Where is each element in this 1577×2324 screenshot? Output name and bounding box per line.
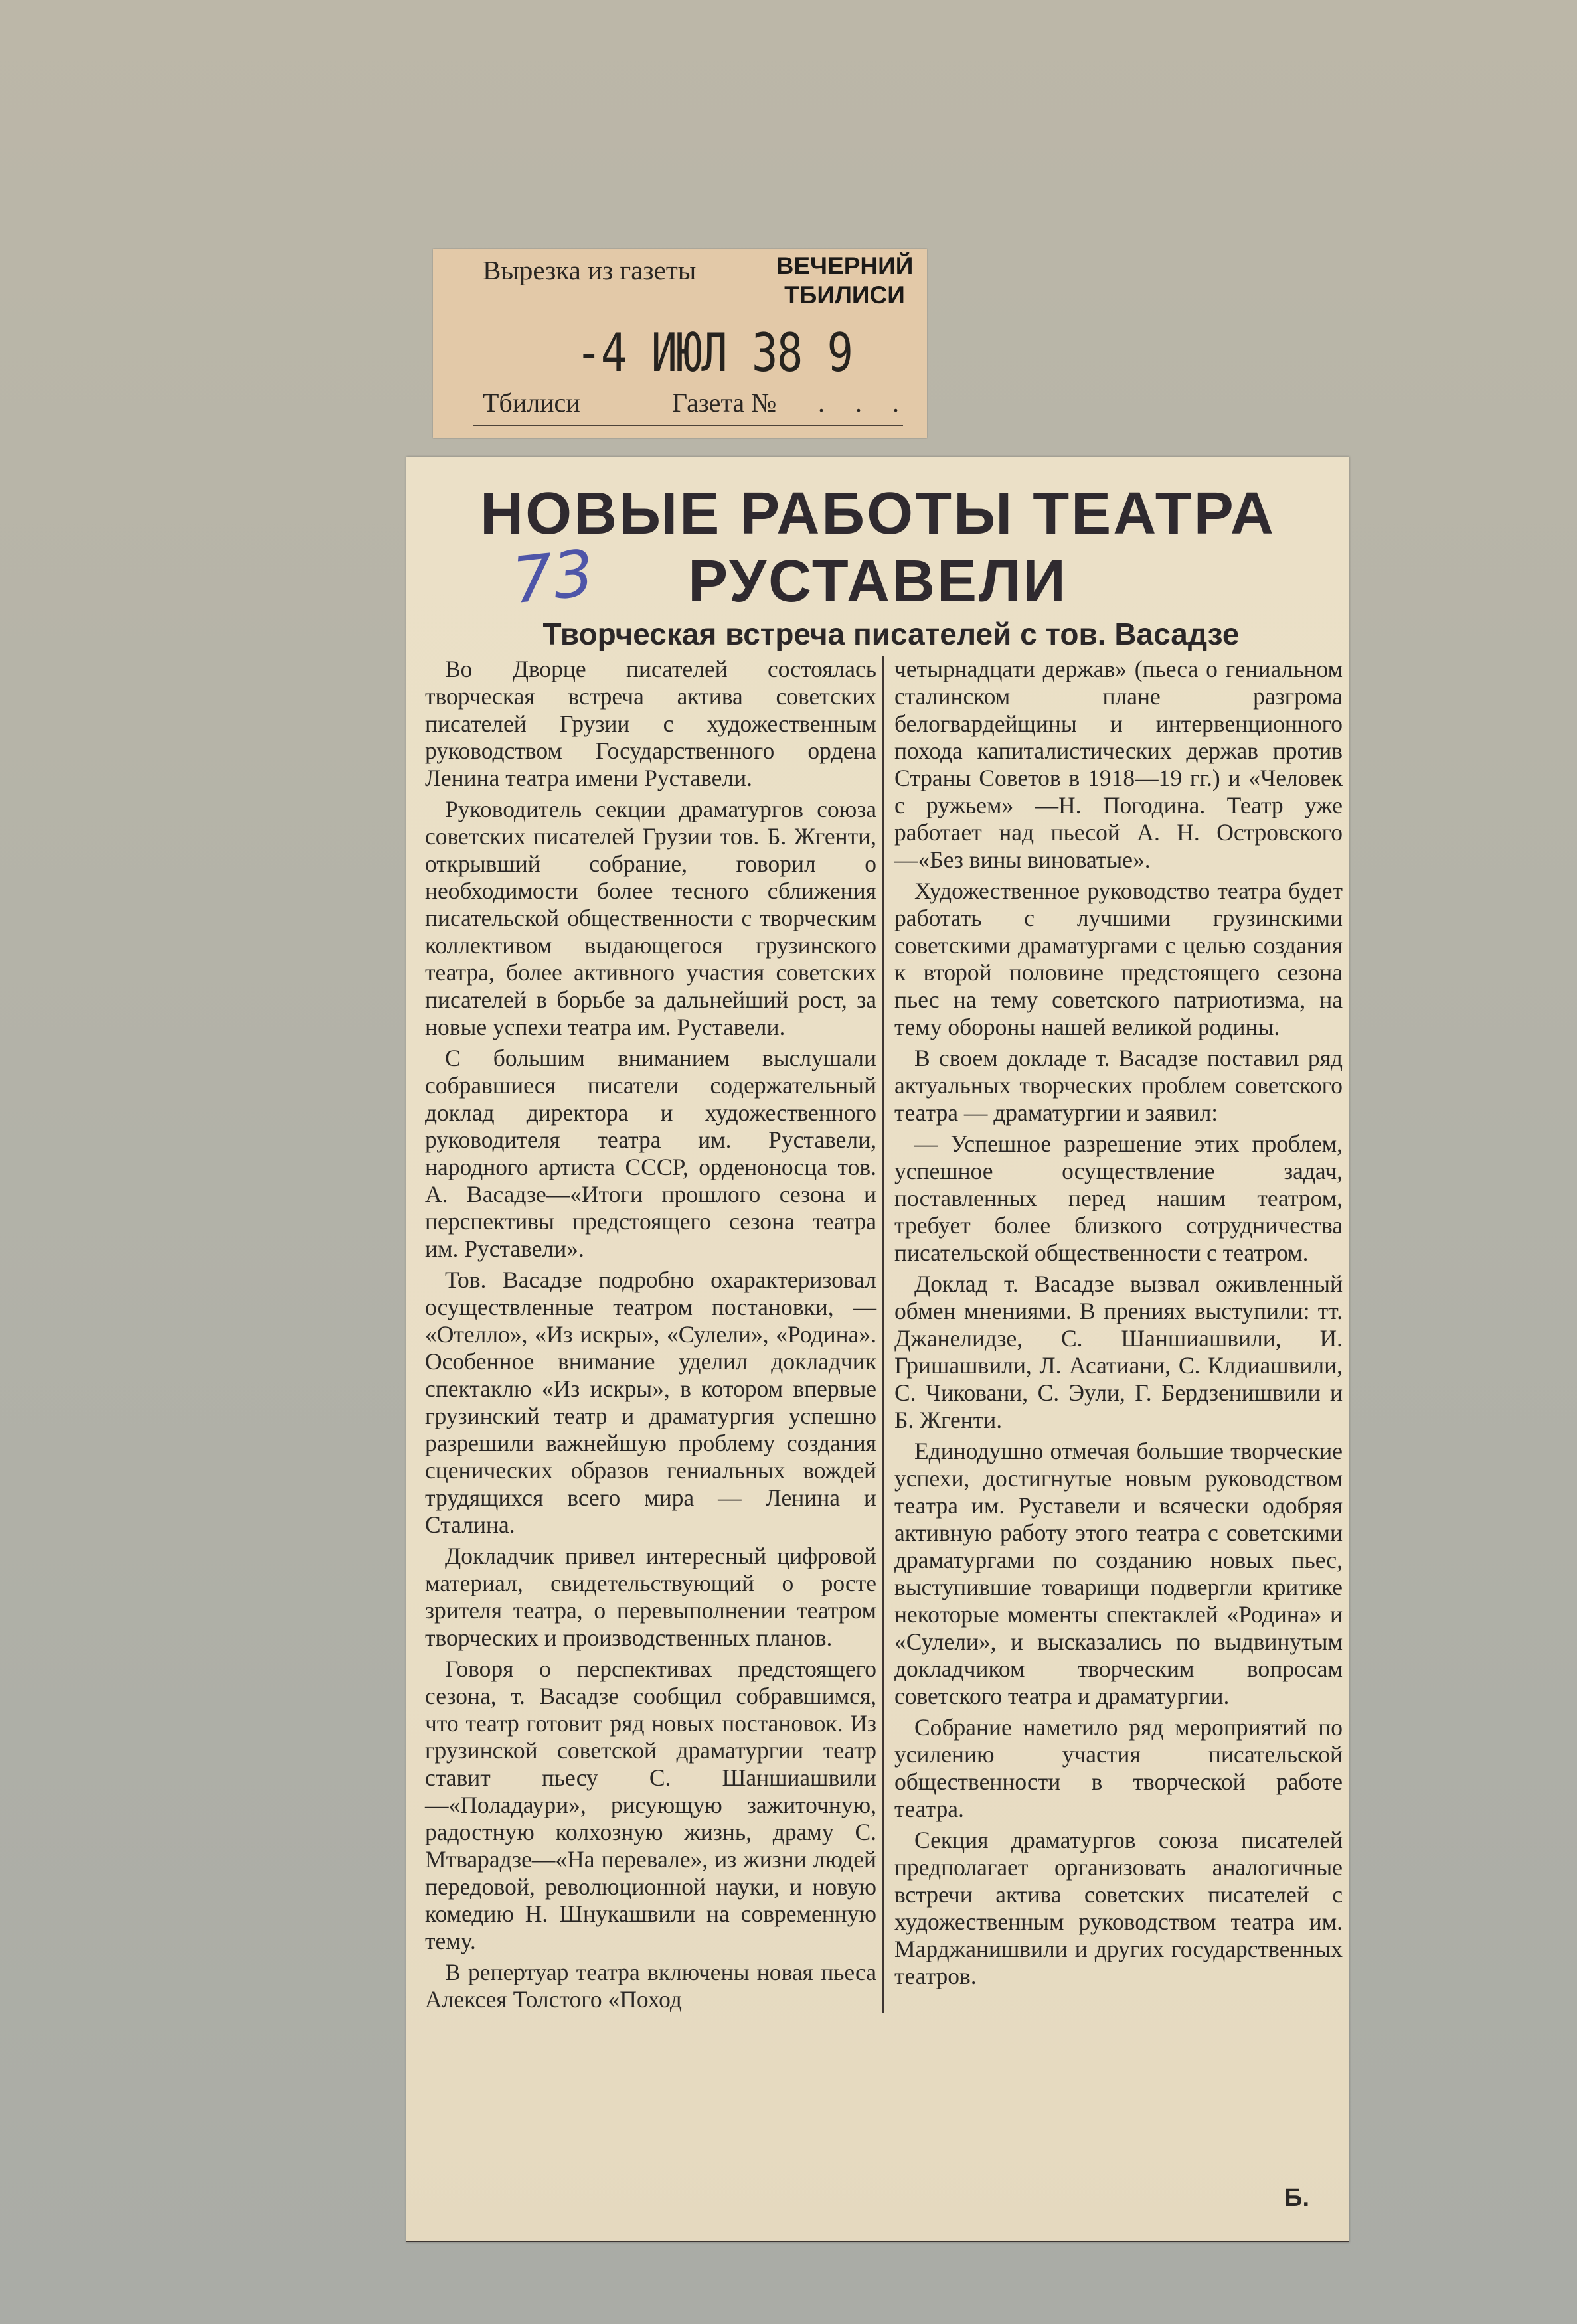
- paragraph: В репертуар театра включены новая пьеса Алексея Толстого «Поход: [425, 1959, 876, 2013]
- headline-line-1: НОВЫЕ РАБОТЫ ТЕАТРА: [480, 481, 1276, 547]
- paragraph: Единодушно отмечая большие творческие успехи, достигнутые новым руководством театра им. Руставели и всячески одобряя активную работу этого театра с советскими драматургами по созданию новых пьес, выступившие товарищи подвергли критике некоторые моменты спектаклей «Родина» и «Сулели», и высказались по выдвинутым докладчиком творческим вопросам советского театра и драматургии.: [894, 1438, 1343, 1709]
- newspaper-name: ВЕЧЕРНИЙ ТБИЛИСИ: [776, 252, 914, 309]
- paragraph: С большим вниманием выслушали собравшиеся писатели содержательный доклад директора и художественного руководителя театра им. Руставели, народного артиста СССР, орденоносца тов. А. Васадзе—«Итоги прошлого сезона и перспективы предстоящего сезона театра им. Руставели».: [425, 1045, 876, 1262]
- paragraph: Художественное руководство театра будет работать с лучшими грузинскими советскими драматургами с целью создания к второй половине предстоящего сезона пьес на тему советского патриотизма, на тему обороны нашей великой родины.: [894, 878, 1343, 1040]
- clipping-label-slip: [433, 249, 927, 438]
- article-column-left: [425, 656, 876, 2017]
- date-stamp: -4 ИЮЛ 38 9: [576, 322, 853, 384]
- paragraph: Говоря о перспективах предстоящего сезона, т. Васадзе сообщил собравшимся, что театр готовит ряд новых постановок. Из грузинской советской драматургии театр ставит пьесу С. Шаншиашвили—«Поладаури», рисующую зажиточную, радостную колхозную жизнь, драму С. Мтварадзе—«На перевале», из жизни людей передовой, революционной науки, и новую комедию Н. Шнукашвили на современную тему.: [425, 1656, 876, 1954]
- article-column-right: [894, 656, 1343, 1994]
- label-gazeta: Газета №: [672, 388, 777, 418]
- paragraph: Секция драматургов союза писателей предполагает организовать аналогичные встречи актива советских писателей с художественным руководством театра им. Марджанишвили и других государственных театров.: [894, 1827, 1343, 1989]
- paragraph: — Успешное разрешение этих проблем, успешное осуществление задач, поставленных перед нашим театром, требует более близкого сотрудничества писательской общественности с театром.: [894, 1130, 1343, 1266]
- paragraph: Докладчик привел интересный цифровой материал, свидетельствующий о росте зрителя театра, о перевыполнении театром творческих и производственных планов.: [425, 1543, 876, 1651]
- subheadline: Творческая встреча писателей с тов. Васадзе: [542, 617, 1240, 651]
- paragraph: Собрание наметило ряд мероприятий по усилению участия писательской общественности в творческой работе театра.: [894, 1714, 1343, 1822]
- handwritten-number: 73: [509, 535, 598, 619]
- label-city: Тбилиси: [483, 388, 580, 418]
- label-prefix: Вырезка из газеты: [483, 255, 697, 285]
- paragraph: Доклад т. Васадзе вызвал оживленный обмен мнениями. В прениях выступили: тт. Джанелидзе, С. Шаншиашвили, И. Гришашвили, Л. Асатиани, С. Клдиашвили, С. Чиковани, С. Эули, Г. Бердзенишвили и Б. Жгенти.: [894, 1271, 1343, 1433]
- bottom-rule: [406, 2241, 1349, 2242]
- label-rule: [473, 425, 903, 426]
- paragraph: В своем докладе т. Васадзе поставил ряд актуальных творческих проблем советского театра — драматургии и заявил:: [894, 1045, 1343, 1126]
- paragraph: четырнадцати держав» (пьеса о гениальном сталинском плане разгрома белогвардейщины и интервенционного похода капиталистических держав против Страны Советов в 1918—19 гг.) и «Человек с ружьем» —Н. Погодина. Театр уже работает над пьесой А. Н. Островского—«Без вины виноватые».: [894, 656, 1343, 873]
- headline-line-2: РУСТАВЕЛИ: [688, 548, 1068, 615]
- column-divider: [882, 656, 884, 2013]
- paragraph: Во Дворце писателей состоялась творческая встреча актива советских писателей Грузии с художественным руководством Государственного ордена Ленина театра имени Руставели.: [425, 656, 876, 791]
- paragraph: Тов. Васадзе подробно охарактеризовал осуществленные театром постановки, — «Отелло», «Из искры», «Сулели», «Родина». Особенное внимание уделил докладчик спектаклю «Из искры», в котором впервые грузинский театр и драматургия успешно разрешили важнейшую проблему создания сценических образов гениальных вождей трудящихся всего мира — Ленина и Сталина.: [425, 1267, 876, 1538]
- label-dots: . . .: [818, 388, 911, 418]
- author-signature: Б.: [1284, 2184, 1309, 2212]
- paragraph: Руководитель секции драматургов союза советских писателей Грузии тов. Б. Жгенти, открывший собрание, говорил о необходимости более тесного сближения писательской общественности с творческим коллективом выдающегося грузинского театра, более активного участия советских писателей в борьбе за дальнейший рост, за новые успехи театра им. Руставели.: [425, 796, 876, 1040]
- newspaper-clipping: [406, 457, 1349, 2242]
